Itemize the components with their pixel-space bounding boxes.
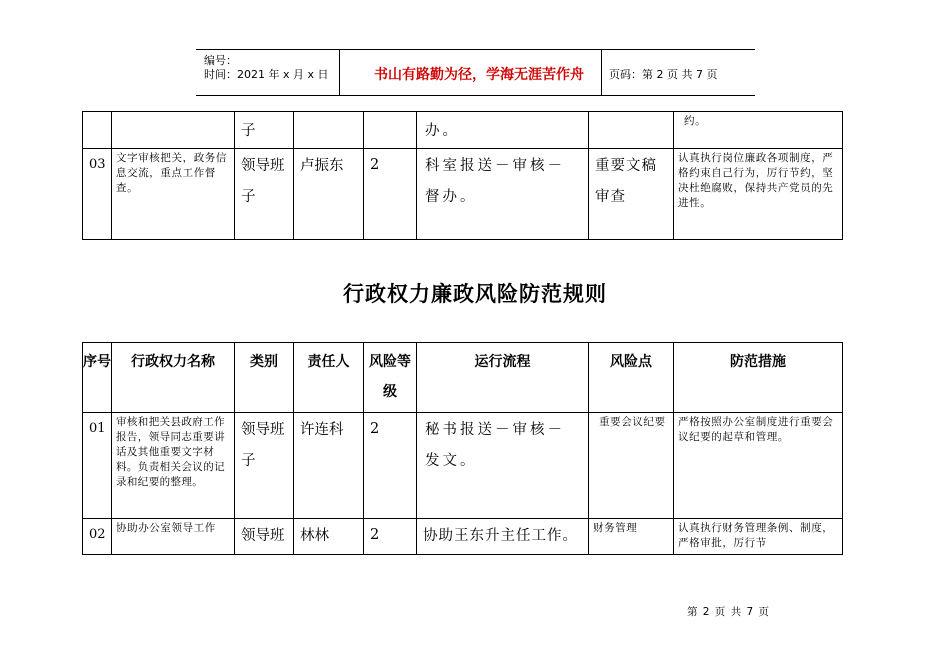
cell-category: 领导班子 bbox=[235, 149, 294, 240]
table-row bbox=[83, 519, 843, 555]
cell-measure: 严格按照办公室制度进行重要会议纪要的起草和管理。 bbox=[674, 413, 843, 519]
cell-no: 03 bbox=[83, 149, 112, 240]
header-serial-label: 编号： bbox=[204, 54, 237, 67]
cell-name: 协助办公室领导工作 bbox=[112, 519, 235, 555]
header-flow: 运行流程 bbox=[417, 343, 589, 413]
cell-flow: 办。 bbox=[417, 112, 589, 149]
cell-risk: 重要会议纪要 bbox=[589, 413, 674, 519]
table-header-row bbox=[83, 343, 843, 413]
cell-no: 01 bbox=[83, 413, 112, 519]
cell-risk: 财务管理 bbox=[589, 519, 674, 555]
section-title: 行政权力廉政风险防范规则 bbox=[343, 281, 607, 306]
header-risk: 风险点 bbox=[589, 343, 674, 413]
table-row bbox=[83, 149, 843, 240]
cell-measure: 认真执行岗位廉政各项制度，严格约束自己行为，厉行节约，坚决杜绝腐败，保持共产党员的先进性。 bbox=[674, 149, 843, 240]
header-name: 行政权力名称 bbox=[112, 343, 235, 413]
cell-person bbox=[294, 112, 364, 149]
header-motto: 书山有路勤为径，学海无涯苦作舟 bbox=[374, 67, 584, 83]
cell-person: 卢振东 bbox=[294, 149, 364, 240]
cell-level bbox=[364, 112, 417, 149]
cell-flow: 秘书报送－审核－发文。 bbox=[417, 413, 589, 519]
table-row bbox=[83, 112, 843, 149]
header-level: 风险等级 bbox=[364, 343, 417, 413]
header-measure: 防范措施 bbox=[674, 343, 843, 413]
cell-measure: 认真执行财务管理条例、制度，严格审批，厉行节 bbox=[674, 519, 843, 555]
cell-level: 2 bbox=[364, 519, 417, 555]
cell-risk: 重要文稿审查 bbox=[589, 149, 674, 240]
cell-measure: 约。 bbox=[674, 112, 843, 149]
cell-no bbox=[83, 112, 112, 149]
cell-category: 领导班子 bbox=[235, 413, 294, 519]
cell-person: 林林 bbox=[294, 519, 364, 555]
header-category: 类别 bbox=[235, 343, 294, 413]
continued-table bbox=[82, 111, 843, 240]
table-row bbox=[83, 413, 843, 519]
page-footer: 第 2 页 共 7 页 bbox=[686, 606, 770, 618]
cell-no: 02 bbox=[83, 519, 112, 555]
page-header bbox=[196, 49, 755, 96]
cell-flow: 科室报送－审核－督办。 bbox=[417, 149, 589, 240]
cell-category: 子 bbox=[235, 112, 294, 149]
cell-name: 审核和把关县政府工作报告，领导同志重要讲话及其他重要文字材料。负责相关会议的记录和纪要的整理。 bbox=[112, 413, 235, 519]
cell-level: 2 bbox=[364, 413, 417, 519]
cell-person: 许连科 bbox=[294, 413, 364, 519]
cell-name bbox=[112, 112, 235, 149]
cell-name: 文字审核把关，政务信息交流，重点工作督查。 bbox=[112, 149, 235, 240]
cell-category: 领导班 bbox=[235, 519, 294, 555]
header-page-label: 页码：第 2 页 共 7 页 bbox=[609, 68, 718, 81]
risk-rules-table bbox=[82, 342, 843, 555]
header-divider-left bbox=[339, 49, 340, 96]
cell-flow: 协助王东升主任工作。 bbox=[417, 519, 589, 555]
header-person: 责任人 bbox=[294, 343, 364, 413]
header-top-rule bbox=[196, 49, 755, 50]
header-bottom-rule bbox=[196, 95, 755, 96]
cell-level: 2 bbox=[364, 149, 417, 240]
header-no: 序号 bbox=[83, 343, 112, 413]
header-time-label: 时间：2021 年 x 月 x 日 bbox=[204, 68, 329, 81]
cell-risk bbox=[589, 112, 674, 149]
